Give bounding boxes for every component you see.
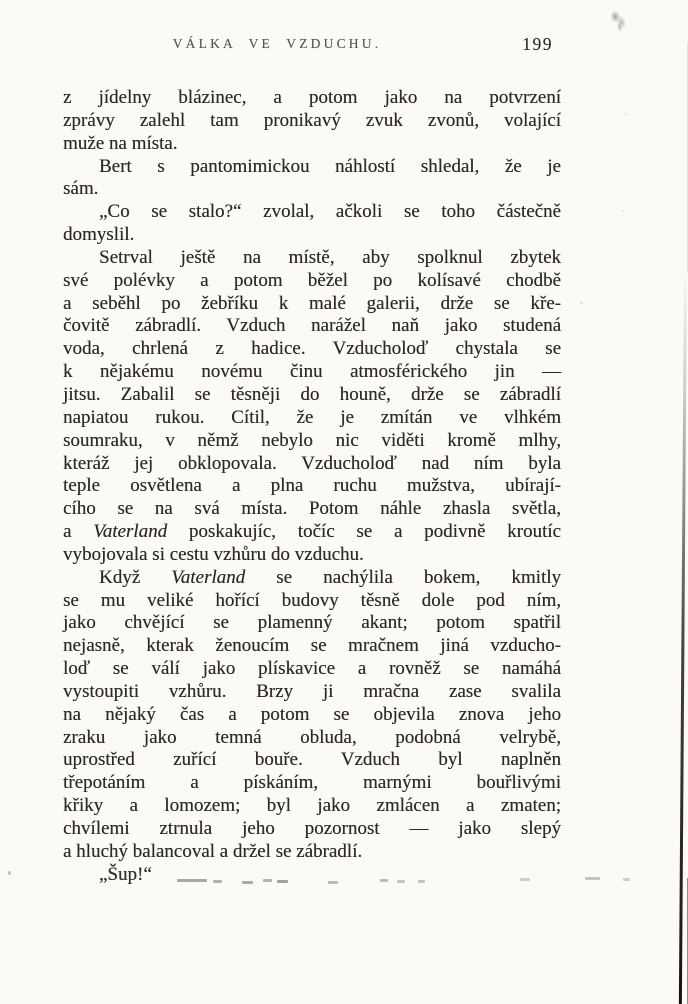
text-segment: nejasně, kterak ženoucím se mračnem jiná vzducho- xyxy=(63,635,561,657)
text-line xyxy=(63,133,561,156)
text-segment: jako chvějící se plamenný akant; potom spatřil xyxy=(63,612,561,634)
scan-ghost-dash xyxy=(328,881,338,884)
text-line xyxy=(63,247,561,270)
text-line xyxy=(63,87,561,110)
text-line xyxy=(63,110,561,133)
text-segment: loď se válí jako plískavice a rovněž se namáhá xyxy=(63,658,561,680)
text-segment: Setrval ještě na místě, aby spolknul zbytek xyxy=(99,246,561,268)
text-line xyxy=(63,293,561,316)
scan-ghost-dash xyxy=(213,880,222,883)
text-segment: poskakujíc, točíc se a podivně kroutíc xyxy=(167,521,561,543)
text-line xyxy=(63,430,561,453)
text-segment: „Co se stalo?“ zvolal, ačkoli se toho částečně xyxy=(99,201,561,223)
text-segment: zprávy zalehl tam pronikavý zvuk zvonů, volající xyxy=(63,109,561,131)
text-segment: své polévky a potom běžel po kolísavé chodbě xyxy=(63,269,561,291)
text-segment: Bert s pantomimickou náhlostí shledal, že je xyxy=(99,155,561,177)
scan-smudge xyxy=(605,5,634,35)
page-number: 199 xyxy=(522,34,553,54)
text-line xyxy=(63,727,561,750)
text-line xyxy=(63,224,561,247)
text-segment: se mu veliké hořící budovy těsně dole pod ním, xyxy=(63,589,561,611)
text-line xyxy=(63,453,561,476)
text-segment: voda, chrlená z hadice. Vzducholoď chystala se xyxy=(63,338,561,360)
scan-ghost-dash xyxy=(585,877,600,880)
italic-text: Vaterland xyxy=(171,566,246,588)
text-segment: kteráž jej obklopovala. Vzducholoď nad ním byla xyxy=(63,452,561,474)
running-title: VÁLKA VE VZDUCHU. xyxy=(172,36,382,51)
text-line xyxy=(63,384,561,407)
text-segment: napiatou rukou. Cítil, že je zmítán ve vlhkém xyxy=(63,406,561,428)
scan-speck xyxy=(8,871,11,875)
text-line xyxy=(63,201,561,224)
text-segment: vybojovala si cestu vzhůru do vzduchu. xyxy=(63,543,364,565)
text-line xyxy=(63,704,561,727)
text-segment: cího se na svá místa. Potom náhle zhasla světla, xyxy=(63,498,561,520)
text-line xyxy=(63,361,561,384)
text-line xyxy=(63,544,561,567)
text-line xyxy=(63,156,561,179)
text-segment: chvílemi ztrnula jeho pozornost — jako slepý xyxy=(63,818,561,839)
text-segment: Když xyxy=(99,566,172,588)
text-segment: „Šup!“ xyxy=(99,863,152,885)
page-header xyxy=(63,36,561,58)
text-line xyxy=(63,567,561,590)
scan-ghost-dash xyxy=(277,880,288,883)
text-segment: z jídelny blázinec, a potom jako na potvrzení xyxy=(63,87,561,108)
scan-ghost-dash xyxy=(177,879,207,882)
text-segment: soumraku, v němž nebylo nic viděti kromě mlhy, xyxy=(63,429,561,451)
italic-text: Vaterland xyxy=(93,521,168,543)
text-block xyxy=(63,87,561,887)
text-line xyxy=(63,521,561,544)
text-segment: se nachýlila bokem, kmitly xyxy=(245,566,562,588)
text-line xyxy=(63,681,561,704)
scan-ghost-dash xyxy=(520,878,530,881)
text-segment: křiky a lomozem; byl jako zmlácen a zmaten; xyxy=(63,795,561,817)
scan-ghost-dash xyxy=(418,880,425,883)
text-segment: čovitě zábradlí. Vzduch narážel naň jako studená xyxy=(63,315,561,337)
text-line xyxy=(63,315,561,338)
text-segment: muže na místa. xyxy=(63,132,178,154)
scan-speck xyxy=(622,210,624,212)
scan-edge-line xyxy=(687,42,688,272)
text-line xyxy=(63,795,561,818)
text-line xyxy=(63,178,561,201)
text-segment: a hluchý balancoval a držel se zábradlí. xyxy=(63,840,363,862)
text-segment: a seběhl po žebříku k malé galerii, drže se kře- xyxy=(63,292,561,314)
text-line xyxy=(63,612,561,635)
text-line xyxy=(63,864,561,887)
text-line xyxy=(63,818,561,841)
text-segment: teple osvětlena a plna ruchu mužstva, ubírají- xyxy=(63,475,561,497)
text-line xyxy=(63,475,561,498)
text-segment: uprostřed zuřící bouře. Vzduch byl naplněn xyxy=(63,749,561,771)
text-segment: třepotáním a pískáním, marnými bouřlivými xyxy=(63,772,561,794)
scan-ghost-dash xyxy=(263,879,272,882)
text-line xyxy=(63,407,561,430)
text-segment: zraku jako temná obluda, podobná velrybě, xyxy=(63,726,561,748)
text-segment: jitsu. Zabalil se těsněji do houně, drže se zábradlí xyxy=(63,383,561,405)
text-line xyxy=(63,338,561,361)
text-line xyxy=(63,749,561,772)
text-segment: domyslil. xyxy=(63,224,135,246)
scan-speck xyxy=(580,302,583,304)
text-line xyxy=(63,841,561,864)
scan-ghost-dash xyxy=(397,880,405,883)
text-segment: a xyxy=(63,521,94,543)
scan-ghost-dash xyxy=(623,878,630,881)
text-line xyxy=(63,635,561,658)
text-line xyxy=(63,590,561,613)
scan-ghost-dash xyxy=(242,881,253,884)
text-line xyxy=(63,498,561,521)
text-line xyxy=(63,772,561,795)
scan-edge-line xyxy=(679,268,687,1004)
text-line xyxy=(63,270,561,293)
text-segment: vystoupiti vzhůru. Brzy ji mračna zase svalila xyxy=(63,680,561,702)
text-line xyxy=(63,658,561,681)
scan-ghost-dash xyxy=(380,879,388,882)
text-segment: sám. xyxy=(63,178,99,200)
text-segment: k nějakému novému činu atmosférického jin — xyxy=(63,361,561,383)
text-segment: na nějaký čas a potom se objevila znova jeho xyxy=(63,703,561,725)
scan-speck xyxy=(625,113,627,115)
